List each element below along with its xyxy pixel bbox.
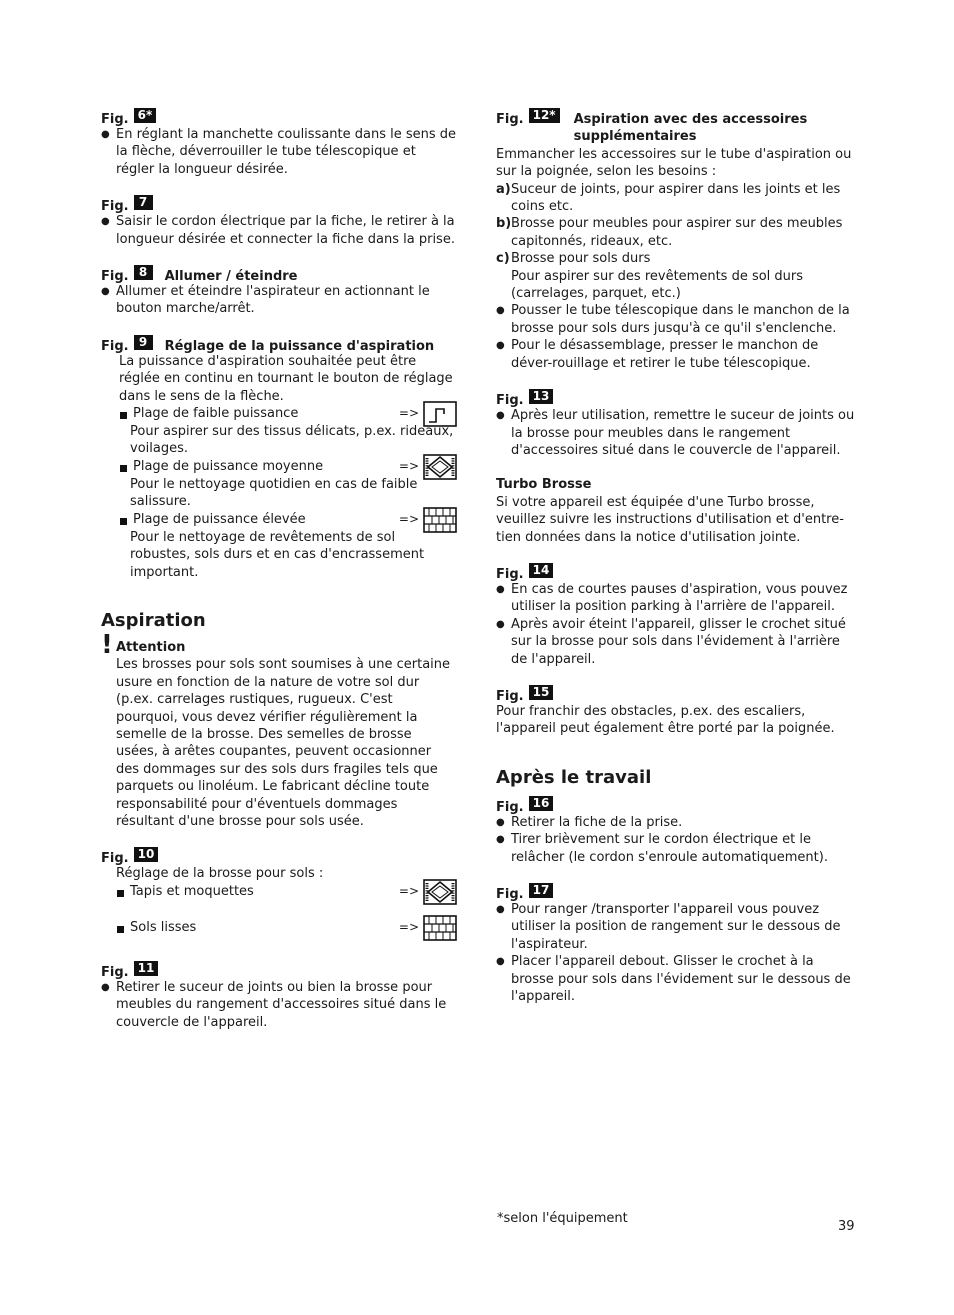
power-level-desc: Pour le nettoyage quotidien en cas de faible salissure.: [130, 476, 418, 510]
power-level-name: Plage de puissance élevée: [119, 511, 306, 528]
fig-9-header: [101, 335, 457, 353]
fig-15-text: Pour franchir des obstacles, p.ex. des escaliers, l'appareil peut également être porté par la poignée.: [496, 703, 835, 737]
fig-10-intro: Réglage de la brosse pour sols :: [116, 866, 324, 882]
brush-setting-carpet: [101, 883, 457, 901]
fig-17-bullet: ● Pour ranger /transporter l'appareil vous pouvez utiliser la position de rangement sur le dessous de l'aspirateur.: [496, 901, 858, 953]
attention-title: Attention: [116, 639, 186, 655]
fig-label: Fig.: [101, 964, 129, 980]
fig-label: Fig.: [101, 269, 129, 285]
fig-12-header: [496, 108, 858, 146]
fig-14-bullet: ● En cas de courtes pauses d'aspiration, vous pouvez utiliser la position parking à l'arrière de l'appareil.: [496, 581, 858, 616]
item-text: Brosse pour sols durs: [511, 251, 651, 267]
item-letter: b): [496, 216, 512, 232]
attention-block: [101, 629, 457, 830]
fig-number: 12*: [529, 108, 560, 123]
arrow-text: =>: [398, 459, 419, 474]
fig-label: Fig.: [496, 566, 524, 582]
fig-label: Fig.: [101, 851, 129, 867]
power-level-desc: Pour le nettoyage de revêtements de sol robustes, sols durs et en cas d'encrassement important.: [130, 529, 425, 580]
warning-icon: !: [101, 629, 113, 660]
fig-12-bullet: ● Pousser le tube télescopique dans le manchon de la brosse pour sols durs jusqu'à ce qu'il s'enclenche.: [496, 302, 858, 337]
accessory-item-c: [496, 250, 858, 302]
fig-14-header: [496, 563, 858, 581]
fig-6-bullet: ● En réglant la manchette coulissante dans le sens de la flèche, déverrouiller le tube télescopique et régler la longueur désirée.: [101, 126, 457, 178]
power-level-desc: Pour aspirer sur des tissus délicats, p.ex. rideaux, voilages.: [130, 424, 454, 457]
fig-title-line-2: supplémentaires: [573, 129, 697, 145]
fig-6-header: [101, 108, 457, 126]
fig-13-header: [496, 389, 858, 407]
power-level-name: Plage de puissance moyenne: [119, 458, 323, 475]
fig-16-bullet: ● Tirer brièvement sur le cordon électrique et le relâcher (le cordon s'enroule automatiquement).: [496, 831, 858, 866]
fig-number: 6*: [134, 108, 157, 123]
power-level-low: [101, 405, 457, 423]
fig-number: 8: [134, 265, 153, 280]
turbo-brosse-heading: Turbo Brosse: [496, 477, 592, 493]
fig-8-bullet: ● Allumer et éteindre l'aspirateur en actionnant le bouton marche/arrêt.: [101, 283, 457, 318]
arrow-text: =>: [398, 406, 419, 421]
accessory-item-a: [496, 181, 858, 216]
fig-label: Fig.: [496, 393, 524, 409]
arrow-text: =>: [398, 884, 419, 899]
fig-label: Fig.: [496, 887, 524, 902]
fig-7-bullet: ● Saisir le cordon électrique par la fiche, le retirer à la longueur désirée et connecter la fiche dans la prise.: [101, 213, 457, 248]
fig-7-header: [101, 195, 457, 213]
brush-setting-hard-floor: [101, 919, 457, 937]
fig-11-bullet: ● Retirer le suceur de joints ou bien la brosse pour meubles du rangement d'accessoires situé dans le couvercle de l'appareil.: [101, 979, 457, 1031]
fig-number: 11: [134, 961, 159, 976]
fig-title: Réglage de la puissance d'aspiration: [164, 338, 435, 354]
fig-number: 9: [134, 335, 153, 350]
fig-number: 14: [529, 563, 554, 578]
fig-number: 15: [529, 685, 554, 700]
section-heading-aspiration: Aspiration: [101, 609, 206, 631]
item-letter: a): [496, 181, 511, 197]
item-text: Suceur de joints, pour aspirer dans les joints et les coins etc.: [511, 181, 841, 215]
fig-label: Fig.: [496, 688, 524, 704]
brush-setting-name: Tapis et moquettes: [116, 883, 254, 900]
arrow-text: =>: [398, 511, 419, 526]
fig-16-header: [496, 796, 858, 814]
power-level-name: Plage de faible puissance: [119, 405, 298, 422]
fig-number: 7: [134, 195, 153, 210]
left-column: [101, 108, 457, 1031]
fig-8-header: [101, 265, 457, 283]
fig-14-bullet: ● Après avoir éteint l'appareil, glisser le crochet situé sur la brosse pour sols dans l'évidement à l'arrière de l'appareil.: [496, 616, 858, 668]
hard-floor-icon: [423, 915, 457, 941]
item-text-detail: Pour aspirer sur des revêtements de sol durs (carrelages, parquet, etc.): [511, 268, 804, 302]
turbo-brosse-text: Si votre appareil est équipée d'une Turbo brosse, veuillez suivre les instructions d'utilisation et d'entre-tien données dans la notice d'utilisation jointe.: [496, 494, 844, 545]
fig-label: Fig.: [101, 338, 129, 354]
right-column: [496, 108, 858, 1005]
fig-number: 16: [529, 796, 554, 811]
fig-label: Fig.: [496, 112, 524, 127]
fig-16-bullet: ● Retirer la fiche de la prise.: [496, 814, 858, 831]
fig-number: 13: [529, 389, 554, 404]
fig-label: Fig.: [101, 112, 129, 127]
fig-label: Fig.: [496, 799, 524, 815]
item-letter: c): [496, 251, 510, 267]
accessory-item-b: [496, 215, 858, 250]
arrow-text: =>: [398, 920, 419, 935]
brush-setting-name: Sols lisses: [116, 919, 196, 936]
item-text: Brosse pour meubles pour aspirer sur des meubles capitonnés, rideaux, etc.: [511, 216, 843, 249]
fig-15-header: [496, 685, 858, 703]
fig-11-header: [101, 961, 457, 979]
section-heading-apres-le-travail: Après le travail: [496, 766, 652, 788]
attention-text: Les brosses pour sols sont soumises à une certaine usure en fonction de la nature de votre sol dur (p.ex. carrelages rustiques, rugueux. C'est pourquoi, vous devez vérifier régulièrement la semelle de la brosse. Des semelles de brosse usées, à arêtes coupantes, peuvent occasionner des dommages sur des sols durs fragiles tels que parquets ou linoléum. Le fabricant décline toute responsabilité pour d'éventuels dommages résultant d'une brosse pour sols usée.: [116, 657, 451, 829]
fig-9-intro: La puissance d'aspiration souhaitée peut être réglée en continu en tournant le bouton de réglage dans le sens de la flèche.: [119, 353, 453, 404]
fig-title: Aspiration avec des accessoires: [573, 112, 808, 127]
fig-17-bullet: ● Placer l'appareil debout. Glisser le crochet à la brosse pour sols dans l'évidement sur le dessous de l'appareil.: [496, 953, 858, 1005]
carpet-icon: [423, 454, 457, 480]
fig-label: Fig.: [101, 199, 129, 215]
footnote: *selon l'équipement: [497, 1211, 628, 1226]
power-level-high: [101, 511, 457, 529]
power-level-medium: [101, 458, 457, 476]
fig-number: 10: [134, 847, 159, 862]
fig-12-intro: Emmancher les accessoires sur le tube d'aspiration ou sur la poignée, selon les besoins :: [496, 146, 852, 180]
fig-10-header: [101, 847, 457, 865]
fig-12-bullet: ● Pour le désassemblage, presser le manchon de déver-rouillage et retirer le tube télescopique.: [496, 337, 858, 372]
carpet-icon: [423, 879, 457, 905]
fig-17-header: [496, 883, 858, 901]
fig-title: Allumer / éteindre: [164, 269, 298, 285]
hard-floor-icon: [423, 507, 457, 533]
fig-13-bullet: ● Après leur utilisation, remettre le suceur de joints ou la brosse pour meubles dans le rangement d'accessoires situé dans le couvercle de l'appareil.: [496, 407, 858, 459]
page-number: 39: [838, 1219, 855, 1234]
fig-number: 17: [529, 883, 554, 898]
